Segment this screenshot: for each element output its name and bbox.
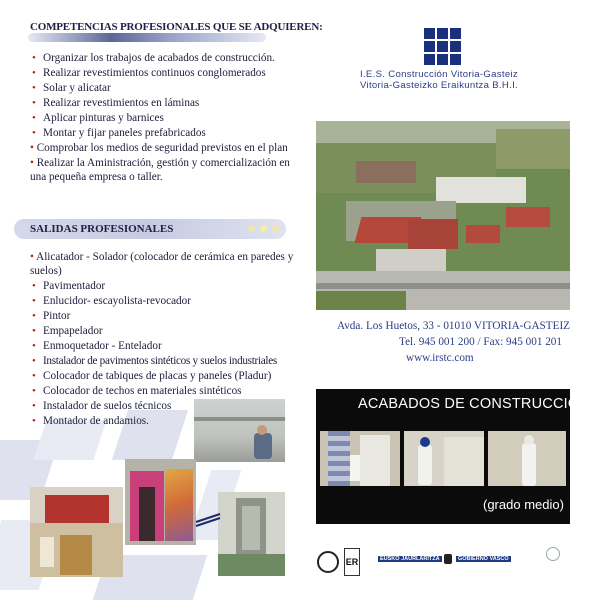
connector-lines xyxy=(190,470,230,530)
website-link[interactable]: www.irstc.com xyxy=(406,352,474,364)
list-item: • Realizar revestimientos continuos conglomerados xyxy=(32,67,266,79)
list-item: • Colocador de tabiques de placas y paneles (Pladur) xyxy=(32,370,272,382)
gov-label-basque: EUSKO JAURLARITZA xyxy=(380,556,440,562)
phone-fax: Tel. 945 001 200 / Fax: 945 001 201 xyxy=(399,336,562,348)
list-item: • Enlucidor- escayolista-revocador xyxy=(32,295,191,307)
address: Avda. Los Huetos, 33 - 01010 VITORIA-GASTEIZ xyxy=(336,320,570,332)
list-item: • Montador de andamios. xyxy=(32,415,149,427)
school-name-basque: Vitoria-Gasteizko Eraikuntza B.H.I. xyxy=(360,80,519,91)
list-item: • Colocador de techos en materiales sintéticos xyxy=(32,385,242,397)
competencias-list xyxy=(30,51,292,184)
course-level: (grado medio) xyxy=(483,497,564,512)
regional-emblem-icon xyxy=(546,547,560,561)
cert-mark: ER xyxy=(345,557,359,567)
gov-label-spanish: GOBIERNO VASCO xyxy=(458,556,509,562)
painted-booth-photo xyxy=(125,459,196,545)
plastering-photo-3 xyxy=(488,431,566,486)
pill-dot xyxy=(272,225,279,232)
list-item: • Alicatador - Solador (colocador de cerámica en paredes y suelos) xyxy=(30,251,294,277)
list-item: • Realizar revestimientos en láminas xyxy=(32,97,200,109)
list-item: • Enmoquetador - Entelador xyxy=(32,340,162,352)
ceiling-work-photo xyxy=(194,399,285,462)
salidas-title: SALIDAS PROFESIONALES xyxy=(30,223,174,235)
list-item: • Organizar los trabajos de acabados de construcción. xyxy=(32,52,275,64)
gobierno-vasco-logo xyxy=(378,556,518,566)
gov-emblem-icon xyxy=(444,554,452,564)
campus-aerial-photo xyxy=(316,121,570,310)
school-name: I.E.S. Construcción Vitoria-Gasteiz xyxy=(360,69,519,80)
list-item: • Instalador de suelos técnicos xyxy=(32,400,172,412)
list-item: • Empapelador xyxy=(32,325,103,337)
certification-logo xyxy=(344,548,360,576)
list-item: • Montar y fijar paneles prefabricados xyxy=(32,127,206,139)
competencias-title: COMPETENCIAS PROFESIONALES QUE SE ADQUIEREN: xyxy=(30,21,323,33)
plastering-photo-2 xyxy=(404,431,484,486)
list-item: • Pintor xyxy=(32,310,71,322)
red-room-photo xyxy=(30,487,123,577)
list-item: • Pavimentador xyxy=(32,280,106,292)
list-item: • Comprobar los medios de seguridad previstos en el plan xyxy=(30,142,288,154)
course-title: ACABADOS DE CONSTRUCCIÓN xyxy=(358,396,590,412)
plastering-photo-1 xyxy=(320,431,400,486)
pill-dot xyxy=(248,225,255,232)
title-underline xyxy=(28,33,266,42)
list-item: • Instalador de pavimentos sintéticos y suelos industriales xyxy=(32,355,277,367)
pill-dot xyxy=(260,225,267,232)
quality-seal-icon xyxy=(317,551,339,573)
list-item: • Realizar la Aministración, gestión y comercialización en una pequeña empresa o taller. xyxy=(30,157,290,183)
list-item: • Aplicar pinturas y barnices xyxy=(32,112,164,124)
list-item: • Solar y alicatar xyxy=(32,82,111,94)
